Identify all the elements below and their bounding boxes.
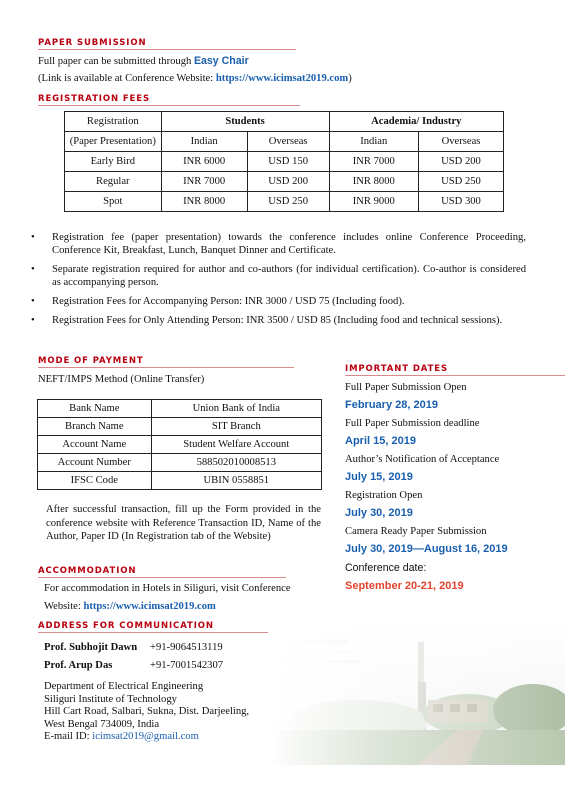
paper-submission-text2: (Link is available at Conference Website: <box>38 73 216 84</box>
list-item <box>28 263 526 289</box>
bank-value: UBIN 0558851 <box>151 472 321 490</box>
table-cell: INR 9000 <box>329 192 418 212</box>
fees-subheader: Overseas <box>418 132 503 152</box>
table-cell: INR 7000 <box>161 172 247 192</box>
fees-header-academia: Academia/ Industry <box>329 112 503 132</box>
campus-photo-graphic <box>268 622 565 765</box>
bank-details-table <box>37 399 322 490</box>
contact-name: Prof. Subhojit Dawn <box>44 642 138 653</box>
contact-phone: +91-9064513119 <box>150 642 223 653</box>
paper-submission-text: Full paper can be submitted through <box>38 56 194 67</box>
paper-submission-line2 <box>38 72 352 86</box>
table-cell: USD 200 <box>247 172 329 192</box>
accommodation-text: Website: <box>44 601 84 612</box>
date-value: July 15, 2019 <box>345 471 413 483</box>
bank-value: 588502010008513 <box>151 454 321 472</box>
table-row <box>38 454 322 472</box>
payment-note: After successful transaction, fill up the Form provided in the conference website with Reference Transaction ID, Name of the Author, Paper ID (In Registration tab of the Website) <box>46 504 321 542</box>
date-value: February 28, 2019 <box>345 399 438 411</box>
fees-header-students: Students <box>161 112 329 132</box>
table-cell: Early Bird <box>65 152 162 172</box>
list-item <box>28 231 526 257</box>
date-value: April 15, 2019 <box>345 435 416 447</box>
table-cell: INR 8000 <box>161 192 247 212</box>
accommodation-heading: ACCOMMODATION <box>38 566 137 576</box>
list-item-text: Separate registration required for author and co-authors (for individual certification). Co-author is considered as accompanying person. <box>52 264 526 288</box>
list-item-text: Registration Fees for Only Attending Person: INR 3500 / USD 85 (Including food and technical sessions). <box>52 315 503 326</box>
contact-name: Prof. Arup Das <box>44 660 113 671</box>
conference-date-label: Conference date: <box>345 562 427 574</box>
paper-submission-line1 <box>38 54 249 69</box>
table-row <box>65 172 504 192</box>
registration-fees-heading: REGISTRATION FEES <box>38 94 150 104</box>
fees-subheader: Overseas <box>247 132 329 152</box>
contact-phone: +91-7001542307 <box>150 660 224 671</box>
date-label: Author’s Notification of Acceptance <box>345 454 500 465</box>
address-line: Siliguri Institute of Technology <box>44 693 177 705</box>
conference-date-value: September 20-21, 2019 <box>345 580 464 592</box>
table-cell: USD 150 <box>247 152 329 172</box>
email-line <box>44 731 249 744</box>
list-item <box>28 314 526 327</box>
table-cell: Regular <box>65 172 162 192</box>
table-cell: INR 6000 <box>161 152 247 172</box>
easy-chair-link[interactable]: Easy Chair <box>193 55 249 67</box>
table-row <box>65 152 504 172</box>
payment-method: NEFT/IMPS Method (Online Transfer) <box>38 374 205 385</box>
conference-website-link[interactable]: https://www.icimsat2019.com <box>215 73 349 84</box>
registration-fees-table <box>64 111 504 212</box>
date-label: Registration Open <box>345 490 423 501</box>
fees-header-registration: Registration <box>65 112 162 132</box>
fees-subheader: Indian <box>161 132 247 152</box>
bank-value: SIT Branch <box>151 418 321 436</box>
table-row <box>38 418 322 436</box>
paper-submission-heading: PAPER SUBMISSION <box>38 38 147 48</box>
fees-header-row-2 <box>65 132 504 152</box>
paper-submission-suffix: ) <box>348 73 352 84</box>
table-row <box>38 400 322 418</box>
list-item <box>28 295 526 308</box>
bank-label: Account Name <box>38 436 152 454</box>
address-line: Hill Cart Road, Salbari, Sukna, Dist. Darjeeling, <box>44 706 250 717</box>
table-cell: Spot <box>65 192 162 212</box>
fees-subheader: Indian <box>329 132 418 152</box>
table-cell: USD 300 <box>418 192 503 212</box>
bank-label: Bank Name <box>38 400 152 418</box>
date-value: July 30, 2019 <box>345 507 413 519</box>
list-item-text: Registration Fees for Accompanying Person: INR 3000 / USD 75 (Including food). <box>52 296 405 307</box>
table-cell: USD 250 <box>247 192 329 212</box>
date-value: July 30, 2019—August 16, 2019 <box>345 543 508 555</box>
address-line: Department of Electrical Engineering <box>44 681 204 692</box>
date-label: Camera Ready Paper Submission <box>345 526 487 537</box>
list-item-text: Registration fee (paper presentation) towards the conference includes online Conference Proceeding, Conference Kit, Breakfast, Lunch, Banquet Dinner and Certificate. <box>52 232 526 256</box>
accommodation-line1: For accommodation in Hotels in Siliguri, visit Conference <box>44 583 291 594</box>
accommodation-line2 <box>44 600 216 614</box>
bullet-icon: • <box>31 296 35 307</box>
fees-subheader: (Paper Presentation) <box>65 132 162 152</box>
bullet-icon: • <box>31 315 35 326</box>
bullet-icon: • <box>31 264 35 275</box>
table-row <box>38 472 322 490</box>
fees-header-row-1 <box>65 112 504 132</box>
address-block <box>44 681 249 744</box>
table-cell: INR 7000 <box>329 152 418 172</box>
date-label: Full Paper Submission deadline <box>345 418 480 429</box>
table-row <box>65 192 504 212</box>
email-label: E-mail ID: <box>44 731 93 742</box>
table-cell: USD 200 <box>418 152 503 172</box>
address-line: West Bengal 734009, India <box>44 718 160 730</box>
date-label: Full Paper Submission Open <box>345 382 467 393</box>
email-link[interactable]: icimsat2019@gmail.com <box>92 731 199 742</box>
important-dates-heading: IMPORTANT DATES <box>345 364 449 374</box>
bullet-icon: • <box>31 232 35 243</box>
table-cell: INR 8000 <box>329 172 418 192</box>
bank-value: Student Welfare Account <box>151 436 321 454</box>
mode-of-payment-heading: MODE OF PAYMENT <box>38 356 144 366</box>
bank-label: Branch Name <box>38 418 152 436</box>
registration-notes-list <box>28 231 526 333</box>
table-cell: USD 250 <box>418 172 503 192</box>
bank-label: Account Number <box>38 454 152 472</box>
campus-photo <box>268 622 565 765</box>
bank-label: IFSC Code <box>38 472 152 490</box>
accommodation-website-link[interactable]: https://www.icimsat2019.com <box>83 601 216 612</box>
table-row <box>38 436 322 454</box>
bank-value: Union Bank of India <box>151 400 321 418</box>
address-heading: ADDRESS FOR COMMUNICATION <box>38 621 214 631</box>
